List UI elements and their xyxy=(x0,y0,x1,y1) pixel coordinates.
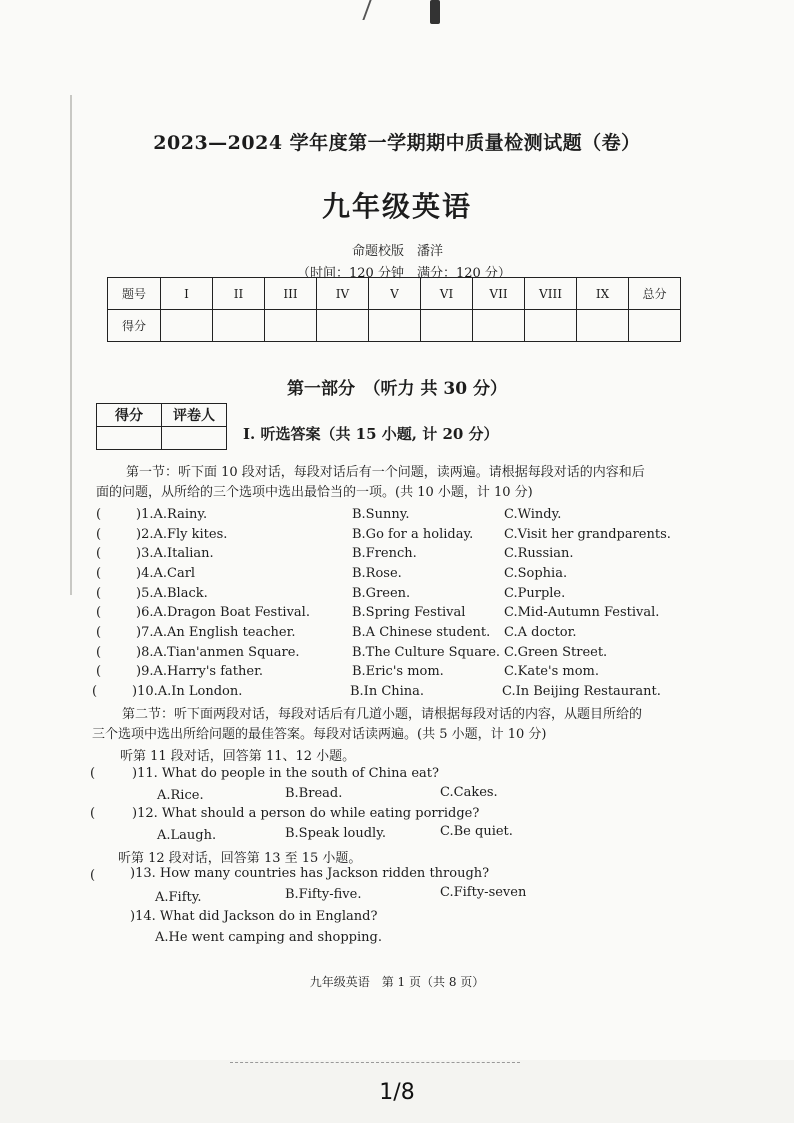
answer-paren[interactable]: ( xyxy=(96,664,102,679)
score-blank[interactable] xyxy=(369,310,421,342)
option-a: )1.A.Rainy. xyxy=(136,507,208,522)
option-b: B.Fifty-five. xyxy=(285,887,362,902)
question-row xyxy=(0,586,794,606)
question-stem: )14. What did Jackson do in England? xyxy=(130,909,378,924)
option-b: B.French. xyxy=(352,546,417,561)
score-table-score-row xyxy=(108,310,681,342)
question-stem: )12. What should a person do while eating porridge? xyxy=(132,806,480,821)
option-a: )7.A.An English teacher. xyxy=(136,625,296,640)
question-row xyxy=(0,664,794,684)
intro-line: 第一节：听下面 10 段对话，每段对话后有一个问题，读两遍。请根据每段对话的内容和后 xyxy=(126,465,645,480)
question-row xyxy=(0,605,794,625)
option-c: C.Cakes. xyxy=(440,785,498,800)
option-a: )3.A.Italian. xyxy=(136,546,214,561)
option-a: )9.A.Harry's father. xyxy=(136,664,264,679)
exam-time-score: （时间：120 分钟 满分：120 分） xyxy=(297,266,511,281)
answer-paren[interactable]: ( xyxy=(96,566,102,581)
option-b: B.Rose. xyxy=(352,566,402,581)
option-a: )5.A.Black. xyxy=(136,586,208,601)
option-a: )6.A.Dragon Boat Festival. xyxy=(136,605,310,620)
answer-paren[interactable]: ( xyxy=(96,645,102,660)
score-blank[interactable] xyxy=(473,310,525,342)
page-indicator: 1/8 xyxy=(379,1080,415,1105)
option-b: B.Green. xyxy=(352,586,411,601)
grader-name-blank[interactable] xyxy=(162,427,227,450)
score-blank[interactable] xyxy=(525,310,577,342)
score-blank[interactable] xyxy=(317,310,369,342)
answer-paren[interactable]: ( xyxy=(96,625,102,640)
dialog-instruction: 听第 11 段对话，回答第 11、12 小题。 xyxy=(120,749,356,764)
section1-intro xyxy=(96,463,696,503)
score-blank[interactable] xyxy=(213,310,265,342)
score-blank[interactable] xyxy=(265,310,317,342)
answer-paren[interactable]: ( xyxy=(92,684,98,699)
option-c: C.Kate's mom. xyxy=(504,664,599,679)
page-footer: 九年级英语 第 1 页（共 8 页） xyxy=(309,975,485,989)
grader-name-header: 评卷人 xyxy=(162,404,227,427)
score-cell: III xyxy=(265,278,317,310)
option-a: )10.A.In London. xyxy=(132,684,243,699)
exam-author: 命题校版 潘洋 xyxy=(352,244,444,259)
score-cell: I xyxy=(161,278,213,310)
part-title: 第一部分 （听力 共 30 分） xyxy=(287,379,507,399)
answer-paren[interactable]: ( xyxy=(96,546,102,561)
scan-artifact xyxy=(230,1062,520,1073)
score-blank[interactable] xyxy=(421,310,473,342)
option-b: B.In China. xyxy=(350,684,425,699)
option-c: C.Fifty-seven xyxy=(440,885,527,900)
option-b: B.Sunny. xyxy=(352,507,410,522)
option-c: C.Visit her grandparents. xyxy=(504,527,671,542)
binder-clip-mark xyxy=(430,0,440,24)
option-b: B.Go for a holiday. xyxy=(352,527,474,542)
option-b: B.Bread. xyxy=(285,786,343,801)
grader-score-header: 得分 xyxy=(97,404,162,427)
intro-line: 三个选项中选出所给问题的最佳答案。每段对话读两遍。(共 5 小题，计 10 分) xyxy=(92,727,547,742)
question-row xyxy=(0,645,794,665)
score-cell: VII xyxy=(473,278,525,310)
question-row xyxy=(0,625,794,645)
option-b: B.A Chinese student. xyxy=(352,625,491,640)
option-a: )8.A.Tian'anmen Square. xyxy=(136,645,300,660)
answer-paren[interactable]: ( xyxy=(96,586,102,601)
option-c: C.Russian. xyxy=(504,546,574,561)
option-a: A.Rice. xyxy=(157,788,204,803)
grader-score-blank[interactable] xyxy=(97,427,162,450)
section-title: I. 听选答案（共 15 小题, 计 20 分） xyxy=(243,425,499,443)
option-a: )2.A.Fly kites. xyxy=(136,527,228,542)
answer-paren[interactable]: ( xyxy=(96,605,102,620)
answer-paren[interactable]: ( xyxy=(90,806,96,821)
option-c: C.A doctor. xyxy=(504,625,577,640)
option-c: C.Be quiet. xyxy=(440,824,513,839)
option-b: B.The Culture Square. xyxy=(352,645,501,660)
question-stem: )13. How many countries has Jackson ridden through? xyxy=(130,866,490,881)
score-cell: 总分 xyxy=(629,278,681,310)
option-c: C.Mid-Autumn Festival. xyxy=(504,605,660,620)
option-a: A.Laugh. xyxy=(157,828,217,843)
option-b: B.Spring Festival xyxy=(352,605,466,620)
answer-paren[interactable]: ( xyxy=(90,766,96,781)
option-c: C.Purple. xyxy=(504,586,566,601)
score-table xyxy=(107,277,681,342)
option-a: )4.A.Carl xyxy=(136,566,196,581)
question-row xyxy=(0,546,794,566)
answer-paren[interactable]: ( xyxy=(96,527,102,542)
intro-line: 第二节：听下面两段对话，每段对话后有几道小题，请根据每段对话的内容，从题目所给的 xyxy=(122,707,643,722)
question-row xyxy=(0,566,794,586)
option-b: B.Eric's mom. xyxy=(352,664,444,679)
intro-line: 面的问题，从所给的三个选项中选出最恰当的一项。(共 10 小题，计 10 分) xyxy=(96,485,533,500)
answer-paren[interactable]: ( xyxy=(96,507,102,522)
scan-mark xyxy=(348,0,371,20)
option-a: A.Fifty. xyxy=(155,890,202,905)
score-cell: VI xyxy=(421,278,473,310)
option-b: B.Speak loudly. xyxy=(285,826,386,841)
option-a: A.He went camping and shopping. xyxy=(155,930,382,945)
exam-subject: 九年级英语 xyxy=(321,190,472,223)
score-cell: IV xyxy=(317,278,369,310)
question-row xyxy=(0,684,794,704)
score-cell: II xyxy=(213,278,265,310)
score-cell: VIII xyxy=(525,278,577,310)
question-row xyxy=(0,527,794,547)
option-c: C.Windy. xyxy=(504,507,562,522)
score-cell: V xyxy=(369,278,421,310)
section2-intro xyxy=(92,705,702,745)
score-blank[interactable] xyxy=(577,310,629,342)
score-blank[interactable] xyxy=(161,310,213,342)
score-cell: 得分 xyxy=(108,310,161,342)
option-c: C.Sophia. xyxy=(504,566,568,581)
dialog-instruction: 听第 12 段对话，回答第 13 至 15 小题。 xyxy=(118,851,362,866)
exam-title: 2023—2024 学年度第一学期期中质量检测试题（卷） xyxy=(153,132,641,154)
answer-paren[interactable]: ( xyxy=(90,868,96,883)
option-c: C.In Beijing Restaurant. xyxy=(502,684,661,699)
question-stem: )11. What do people in the south of China eat? xyxy=(132,766,439,781)
grader-table xyxy=(96,403,227,450)
score-cell: 题号 xyxy=(108,278,161,310)
option-c: C.Green Street. xyxy=(504,645,608,660)
question-row xyxy=(0,507,794,527)
score-cell: IX xyxy=(577,278,629,310)
score-blank[interactable] xyxy=(629,310,681,342)
score-table-header-row xyxy=(108,278,681,310)
